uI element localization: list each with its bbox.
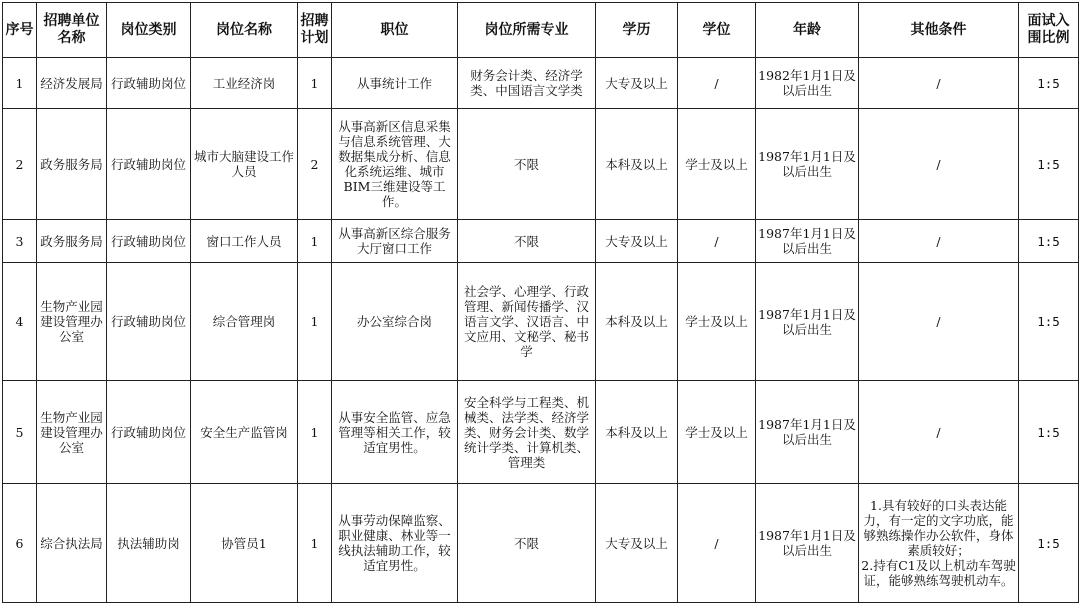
cell-ratio: 1:5 [1019, 484, 1079, 603]
cell-seq: 6 [3, 484, 37, 603]
header-major: 岗位所需专业 [458, 3, 596, 58]
cell-major: 财务会计类、经济学类、中国语言文学类 [458, 58, 596, 109]
cell-ratio: 1:5 [1019, 381, 1079, 484]
cell-age: 1987年1月1日及以后出生 [756, 263, 859, 381]
cell-category: 行政辅助岗位 [107, 58, 191, 109]
cell-position: 协管员1 [191, 484, 298, 603]
cell-category: 执法辅助岗 [107, 484, 191, 603]
cell-age: 1987年1月1日及以后出生 [756, 484, 859, 603]
header-position: 岗位名称 [191, 3, 298, 58]
cell-plan: 1 [298, 220, 332, 263]
cell-plan: 1 [298, 58, 332, 109]
cell-education: 大专及以上 [596, 484, 678, 603]
cell-seq: 2 [3, 109, 37, 220]
cell-other [859, 484, 1019, 603]
cell-degree: / [678, 220, 756, 263]
cell-other: / [859, 263, 1019, 381]
cell-seq: 4 [3, 263, 37, 381]
cell-degree: / [678, 484, 756, 603]
cell-degree: 学士及以上 [678, 263, 756, 381]
cell-unit: 综合执法局 [37, 484, 107, 603]
header-degree: 学位 [678, 3, 756, 58]
cell-seq: 5 [3, 381, 37, 484]
condition-line-2: 2.持有C1及以上机动车驾驶证，能够熟练驾驶机动车。 [861, 558, 1016, 588]
cell-ratio: 1:5 [1019, 263, 1079, 381]
cell-degree: / [678, 58, 756, 109]
cell-plan: 2 [298, 109, 332, 220]
cell-plan: 1 [298, 263, 332, 381]
cell-unit: 生物产业园建设管理办公室 [37, 263, 107, 381]
cell-ratio: 1:5 [1019, 58, 1079, 109]
cell-major: 不限 [458, 109, 596, 220]
cell-degree: 学士及以上 [678, 381, 756, 484]
cell-unit: 生物产业园建设管理办公室 [37, 381, 107, 484]
cell-unit: 经济发展局 [37, 58, 107, 109]
cell-position: 安全生产监管岗 [191, 381, 298, 484]
cell-duty: 从事劳动保障监察、职业健康、林业等一线执法辅助工作，较适宜男性。 [332, 484, 458, 603]
cell-other: / [859, 58, 1019, 109]
cell-education: 本科及以上 [596, 263, 678, 381]
cell-major: 不限 [458, 220, 596, 263]
cell-ratio: 1:5 [1019, 109, 1079, 220]
header-education: 学历 [596, 3, 678, 58]
cell-position: 工业经济岗 [191, 58, 298, 109]
table-row [3, 263, 1079, 381]
cell-plan: 1 [298, 484, 332, 603]
cell-education: 本科及以上 [596, 381, 678, 484]
cell-age: 1987年1月1日及以后出生 [756, 109, 859, 220]
cell-other: / [859, 220, 1019, 263]
cell-major: 安全科学与工程类、机械类、法学类、经济学类、财务会计类、数学统计学类、计算机类、管理类 [458, 381, 596, 484]
header-duty: 职位 [332, 3, 458, 58]
cell-duty: 从事统计工作 [332, 58, 458, 109]
cell-age: 1987年1月1日及以后出生 [756, 220, 859, 263]
table-row [3, 220, 1079, 263]
cell-other: / [859, 381, 1019, 484]
cell-unit: 政务服务局 [37, 220, 107, 263]
cell-seq: 3 [3, 220, 37, 263]
header-other: 其他条件 [859, 3, 1019, 58]
table-row [3, 58, 1079, 109]
cell-seq: 1 [3, 58, 37, 109]
cell-education: 大专及以上 [596, 58, 678, 109]
cell-other: / [859, 109, 1019, 220]
header-age: 年龄 [756, 3, 859, 58]
cell-position: 城市大脑建设工作人员 [191, 109, 298, 220]
cell-position: 窗口工作人员 [191, 220, 298, 263]
cell-ratio: 1:5 [1019, 220, 1079, 263]
cell-category: 行政辅助岗位 [107, 381, 191, 484]
header-seq: 序号 [3, 3, 37, 58]
cell-major: 社会学、心理学、行政管理、新闻传播学、汉语言文学、汉语言、中文应用、文秘学、秘书学 [458, 263, 596, 381]
cell-plan: 1 [298, 381, 332, 484]
cell-duty: 从事安全监管、应急管理等相关工作，较适宜男性。 [332, 381, 458, 484]
cell-unit: 政务服务局 [37, 109, 107, 220]
header-ratio: 面试入围比例 [1019, 3, 1079, 58]
recruitment-table [2, 2, 1079, 603]
cell-category: 行政辅助岗位 [107, 263, 191, 381]
cell-education: 本科及以上 [596, 109, 678, 220]
header-plan: 招聘计划 [298, 3, 332, 58]
cell-age: 1987年1月1日及以后出生 [756, 381, 859, 484]
cell-age: 1982年1月1日及以后出生 [756, 58, 859, 109]
cell-position: 综合管理岗 [191, 263, 298, 381]
header-unit: 招聘单位名称 [37, 3, 107, 58]
cell-duty: 从事高新区综合服务大厅窗口工作 [332, 220, 458, 263]
table-row [3, 109, 1079, 220]
cell-duty: 办公室综合岗 [332, 263, 458, 381]
table-row [3, 381, 1079, 484]
cell-degree: 学士及以上 [678, 109, 756, 220]
cell-category: 行政辅助岗位 [107, 109, 191, 220]
cell-category: 行政辅助岗位 [107, 220, 191, 263]
condition-line-1: 1.具有较好的口头表达能力，有一定的文字功底，能够熟练操作办公软件，身体素质较好； [863, 498, 1014, 558]
header-row [3, 3, 1079, 58]
cell-duty: 从事高新区信息采集与信息系统管理、大数据集成分析、信息化系统运维、城市BIM三维建设等工作。 [332, 109, 458, 220]
table-row [3, 484, 1079, 603]
header-category: 岗位类别 [107, 3, 191, 58]
cell-major: 不限 [458, 484, 596, 603]
cell-education: 大专及以上 [596, 220, 678, 263]
